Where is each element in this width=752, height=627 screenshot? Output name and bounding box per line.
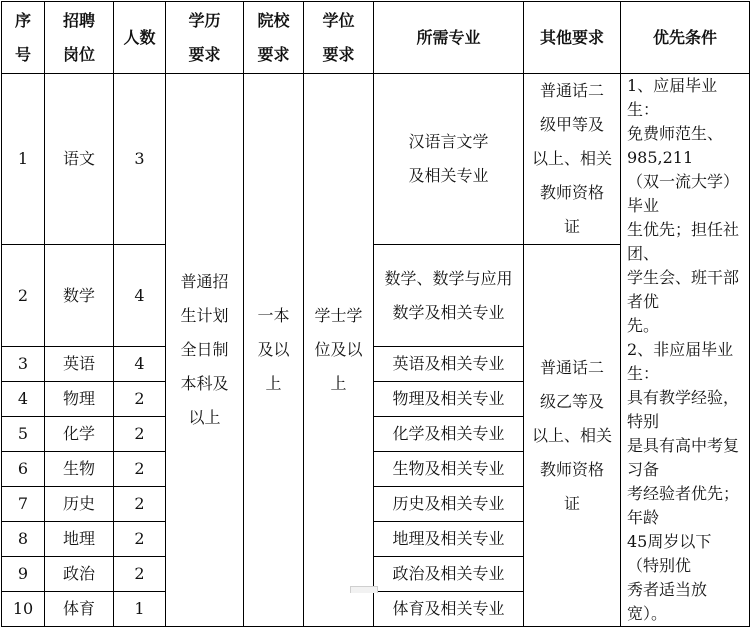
row-count: 2 — [114, 382, 166, 417]
row-post: 生物 — [45, 452, 114, 487]
row-post: 物理 — [45, 382, 114, 417]
row-post: 政治 — [45, 557, 114, 592]
recruitment-table — [1, 1, 750, 627]
row-major: 地理及相关专业 — [374, 522, 524, 557]
row-no: 1 — [2, 74, 45, 245]
row-count: 2 — [114, 522, 166, 557]
header-education: 学历 要求 — [166, 2, 244, 74]
education-requirement: 普通招 生计划 全日制 本科及 以上 — [166, 74, 244, 627]
row-count: 2 — [114, 557, 166, 592]
header-seq: 序 号 — [2, 2, 45, 74]
header-post: 招聘 岗位 — [45, 2, 114, 74]
row-major: 体育及相关专业 — [374, 592, 524, 627]
row-no: 8 — [2, 522, 45, 557]
header-school: 院校 要求 — [244, 2, 304, 74]
header-row — [2, 2, 750, 74]
row-post: 化学 — [45, 417, 114, 452]
row-major: 历史及相关专业 — [374, 487, 524, 522]
row-no: 5 — [2, 417, 45, 452]
row-major: 数学、数学与应用 数学及相关专业 — [374, 245, 524, 347]
row-major: 汉语言文学 及相关专业 — [374, 74, 524, 245]
row-count: 4 — [114, 347, 166, 382]
row-post: 数学 — [45, 245, 114, 347]
row-major: 英语及相关专业 — [374, 347, 524, 382]
row-major: 生物及相关专业 — [374, 452, 524, 487]
row-no: 3 — [2, 347, 45, 382]
row-no: 9 — [2, 557, 45, 592]
other-requirement-a: 普通话二 级甲等及 以上、相关 教师资格 证 — [524, 74, 621, 245]
row-post: 英语 — [45, 347, 114, 382]
header-count: 人数 — [114, 2, 166, 74]
row-count: 2 — [114, 417, 166, 452]
row-count: 2 — [114, 452, 166, 487]
row-no: 6 — [2, 452, 45, 487]
header-degree: 学位 要求 — [304, 2, 374, 74]
row-post: 历史 — [45, 487, 114, 522]
priority-conditions: 1、应届毕业生： 免费师范生、985,211 （双一流大学）毕业 生优先；担任社团、 学生会、班干部者优 先。 2、非应届毕业生： 具有教学经验，特别 是具有高中考复习备 考经验者优先；年龄 45周岁以下（特别优 秀者适当放宽）。 — [621, 74, 750, 627]
row-post: 地理 — [45, 522, 114, 557]
row-no: 4 — [2, 382, 45, 417]
row-post: 语文 — [45, 74, 114, 245]
header-priority: 优先条件 — [621, 2, 750, 74]
row-count: 3 — [114, 74, 166, 245]
row-post: 体育 — [45, 592, 114, 627]
row-no: 7 — [2, 487, 45, 522]
other-requirement-b: 普通话二 级乙等及 以上、相关 教师资格 证 — [524, 245, 621, 627]
degree-requirement: 学士学 位及以 上 — [304, 74, 374, 627]
row-no: 10 — [2, 592, 45, 627]
row-major: 物理及相关专业 — [374, 382, 524, 417]
row-major: 政治及相关专业 — [374, 557, 524, 592]
row-count: 1 — [114, 592, 166, 627]
header-other: 其他要求 — [524, 2, 621, 74]
school-requirement: 一本 及以 上 — [244, 74, 304, 627]
row-count: 4 — [114, 245, 166, 347]
row-no: 2 — [2, 245, 45, 347]
row-major: 化学及相关专业 — [374, 417, 524, 452]
table-row — [2, 74, 750, 245]
row-count: 2 — [114, 487, 166, 522]
header-major: 所需专业 — [374, 2, 524, 74]
